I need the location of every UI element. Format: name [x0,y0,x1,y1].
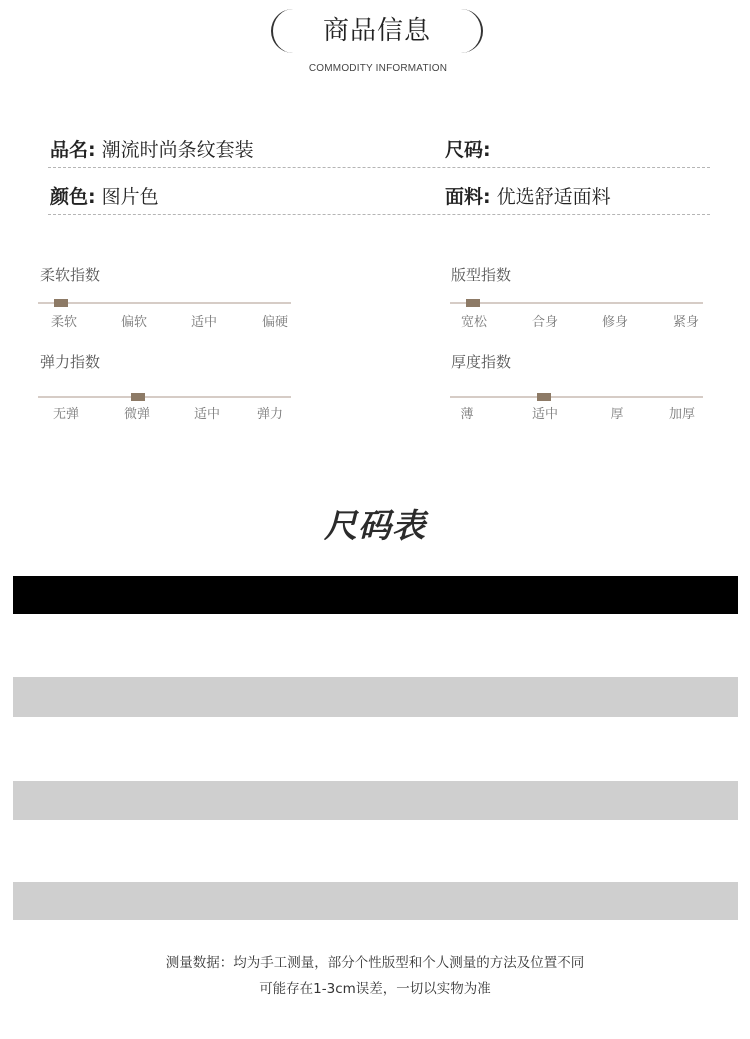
softness-tick: 柔软 [50,315,77,330]
size-table-row-band [13,781,738,820]
product-fabric-field [445,182,611,209]
size-table-row-band [13,882,738,920]
product-size-label: 尺码: [445,139,491,161]
size-chart-title: 尺码表 [324,506,426,545]
size-table-header-band [13,576,738,614]
thickness-index-title: 厚度指数 [451,353,512,371]
product-fabric-value: 优选舒适面料 [496,186,611,208]
softness-index-title: 柔软指数 [40,266,101,284]
info-divider [48,214,710,215]
product-name-field [50,135,254,162]
elasticity-tick: 无弹 [52,407,79,422]
fit-tick: 修身 [601,315,628,330]
softness-level-marker [54,299,68,307]
size-table-row-band [13,677,738,717]
fit-tick: 合身 [531,315,558,330]
thickness-tick: 加厚 [668,407,695,422]
softness-tick: 适中 [190,315,217,330]
fit-tick: 宽松 [460,315,487,330]
thickness-tick: 厚 [610,407,624,422]
info-divider [48,167,710,168]
product-name-label: 品名: [50,139,96,161]
product-size-field [445,135,491,162]
fit-tick: 紧身 [672,315,699,330]
elasticity-tick: 适中 [193,407,220,422]
thickness-tick: 薄 [460,407,474,422]
thickness-scale [450,396,703,398]
elasticity-level-marker [131,393,145,401]
elasticity-index-title: 弹力指数 [40,353,101,371]
softness-tick: 偏软 [120,315,147,330]
product-color-label: 颜色: [50,186,96,208]
fit-scale [450,302,703,304]
fit-level-marker [466,299,480,307]
measurement-note-line: 可能存在1-3cm误差，一切以实物为准 [259,981,491,997]
elasticity-tick: 弹力 [256,407,283,422]
thickness-tick: 适中 [531,407,558,422]
product-color-field [50,182,159,209]
product-name-value: 潮流时尚条纹套装 [101,139,254,161]
product-color-value: 图片色 [101,186,159,208]
product-fabric-label: 面料: [445,186,491,208]
section-subtitle: COMMODITY INFORMATION [308,63,448,74]
elasticity-scale [38,396,291,398]
elasticity-tick: 微弹 [123,407,150,422]
softness-scale [38,302,291,304]
thickness-level-marker [537,393,551,401]
softness-tick: 偏硬 [261,315,288,330]
fit-index-title: 版型指数 [451,266,512,284]
section-title: 商品信息 [322,16,431,46]
measurement-note-line: 测量数据：均为手工测量，部分个性版型和个人测量的方法及位置不同 [165,955,585,971]
